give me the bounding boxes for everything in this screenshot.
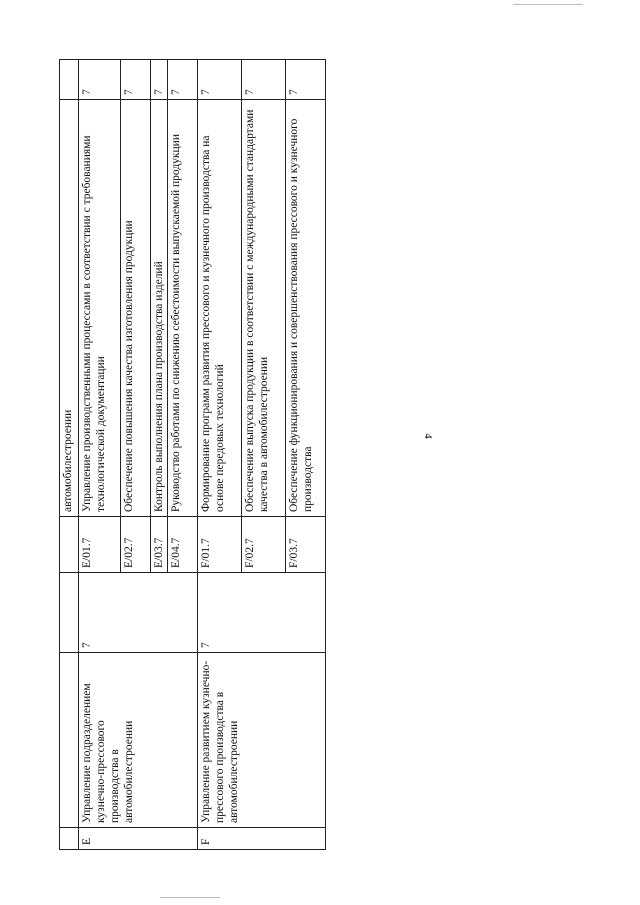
table-row bbox=[60, 60, 79, 850]
function-level: 7 bbox=[168, 60, 198, 100]
function-code: F/01.7 bbox=[198, 517, 242, 573]
function-name: Контроль выполнения плана производства изделий bbox=[151, 100, 168, 517]
continuation-text: автомобилестроении bbox=[60, 100, 79, 517]
scan-edge-line-top bbox=[513, 4, 583, 5]
function-name: Обеспечение функционирования и совершенствования прессового и кузнечного производства bbox=[286, 100, 326, 517]
function-name: Обеспечение повышения качества изготовления продукции bbox=[121, 100, 151, 517]
group-name: Управление подразделением кузнечно-прессового производства в автомобилестроении bbox=[79, 653, 198, 828]
function-code: E/02.7 bbox=[121, 517, 151, 573]
function-level: 7 bbox=[286, 60, 326, 100]
function-code: E/04.7 bbox=[168, 517, 198, 573]
page-number: 4 bbox=[421, 433, 434, 439]
function-code: E/03.7 bbox=[151, 517, 168, 573]
group-level: 7 bbox=[198, 573, 326, 653]
group-level: 7 bbox=[79, 573, 198, 653]
function-level: 7 bbox=[121, 60, 151, 100]
group-code: E bbox=[79, 828, 198, 850]
function-code: E/01.7 bbox=[79, 517, 121, 573]
function-level: 7 bbox=[151, 60, 168, 100]
function-name: Управление производственными процессами в соответствии с требованиями технологической документации bbox=[79, 100, 121, 517]
function-name: Формирование программ развития прессового и кузнечного производства на основе передовых технологий bbox=[198, 100, 242, 517]
function-level: 7 bbox=[79, 60, 121, 100]
function-name: Обеспечение выпуска продукции в соответствии с международными стандартами качества в автомобилестроении bbox=[242, 100, 286, 517]
function-code: F/03.7 bbox=[286, 517, 326, 573]
function-code: F/02.7 bbox=[242, 517, 286, 573]
group-name: Управление развитием кузнечно-прессового производства в автомобилестроении bbox=[198, 653, 326, 828]
rotated-table-container bbox=[59, 60, 321, 850]
scan-edge-line-bottom bbox=[160, 897, 220, 898]
table-row bbox=[198, 60, 242, 850]
function-level: 7 bbox=[242, 60, 286, 100]
function-name: Руководство работами по снижению себестоимости выпускаемой продукции bbox=[168, 100, 198, 517]
table-row bbox=[79, 60, 121, 850]
functions-table bbox=[59, 59, 326, 850]
function-level: 7 bbox=[198, 60, 242, 100]
group-code: F bbox=[198, 828, 326, 850]
